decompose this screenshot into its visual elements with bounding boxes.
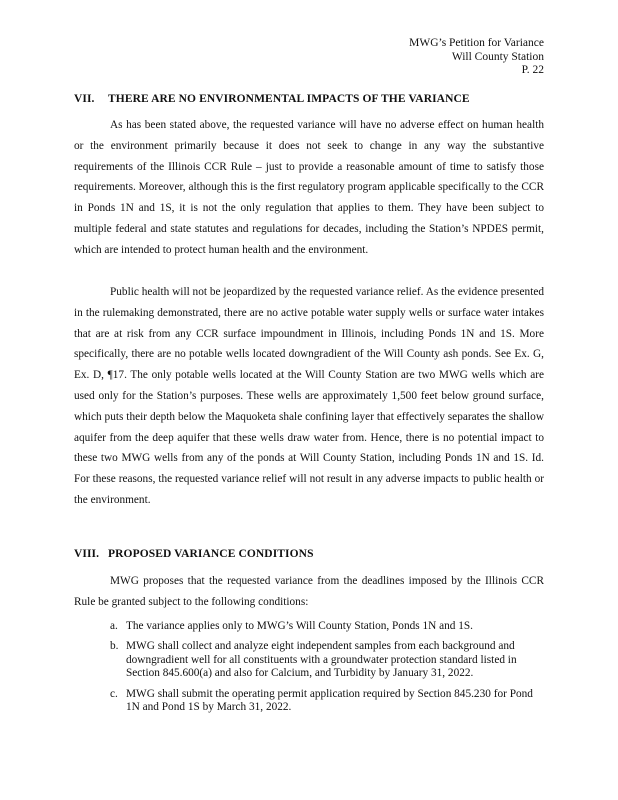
- list-marker: c.: [110, 687, 118, 700]
- section-8-title: PROPOSED VARIANCE CONDITIONS: [108, 548, 314, 560]
- paragraph-text: MWG proposes that the requested variance from the deadlines imposed by the Illinois CCR Rule be granted subject to the following conditions:: [74, 575, 544, 608]
- section-8-intro: [74, 571, 544, 613]
- list-item: [74, 620, 544, 633]
- list-marker: a.: [110, 620, 118, 632]
- header-station-name: Will County Station: [451, 50, 544, 63]
- header-document-title: MWG’s Petition for Variance: [409, 37, 544, 49]
- list-item-text: The variance applies only to MWG’s Will County Station, Ponds 1N and 1S.: [126, 620, 473, 632]
- section-8-number: VIII.: [74, 548, 100, 560]
- list-marker: b.: [110, 640, 119, 653]
- section-7-paragraph-2: [74, 282, 544, 511]
- page-header: [409, 37, 544, 78]
- list-item: [74, 640, 544, 680]
- section-7-number: VII.: [74, 93, 95, 105]
- paragraph-text: Public health will not be jeopardized by the requested variance relief. As the evidence presented in the rulemaking demonstrated, there are no active potable water supply wells or surface water intakes that are at risk from any CCR surface impoundment in Illinois, including Ponds 1N and 1S. More specifically, there are no potable wells located downgradient of the Will County ash ponds. See Ex. G, Ex. D, ¶17. The only potable wells located at the Will County Station are two MWG wells which are used only for the Station’s purposes. These wells are approximately 1,500 feet below ground surface, which puts their depth below the Maquoketa shale confining layer that effectively separates the shallow aquifer from the deep aquifer that these wells draw water from. Hence, there is no potential impact to these two MWG wells from any of the ponds at Will County Station, including Ponds 1N and 1S. Id. For these reasons, the requested variance relief will not result in any adverse impacts to public health or the environment.: [74, 286, 544, 506]
- section-8-heading: [74, 548, 314, 560]
- header-page-number: P. 22: [521, 64, 544, 76]
- list-item-text: MWG shall collect and analyze eight independent samples from each background and downgradient well for all constituents with a groundwater protection standard listed in Section 845.600(a) and also for Calcium, and Turbidity by January 31, 2022.: [126, 640, 517, 680]
- list-item: [74, 688, 544, 715]
- list-item-text: MWG shall submit the operating permit application required by Section 845.230 for Pond 1N and Pond 1S by March 31, 2022.: [126, 687, 533, 714]
- section-7-title: THERE ARE NO ENVIRONMENTAL IMPACTS OF THE VARIANCE: [108, 93, 470, 105]
- conditions-list: [74, 620, 544, 721]
- section-7-paragraph-1: [74, 115, 544, 261]
- section-7-heading: [74, 93, 470, 105]
- paragraph-text: As has been stated above, the requested variance will have no adverse effect on human health or the environment primarily because it does not seek to change in any way the substantive requirements of the Illinois CCR Rule – just to provide a reasonable amount of time to satisfy those requirements. Moreover, although this is the first regulatory program applicable specifically to the CCR in Ponds 1N and 1S, it is not the only regulation that applies to them. They have been subject to multiple federal and state statutes and regulations for decades, including the Station’s NPDES permit, which are intended to protect human health and the environment.: [74, 119, 544, 256]
